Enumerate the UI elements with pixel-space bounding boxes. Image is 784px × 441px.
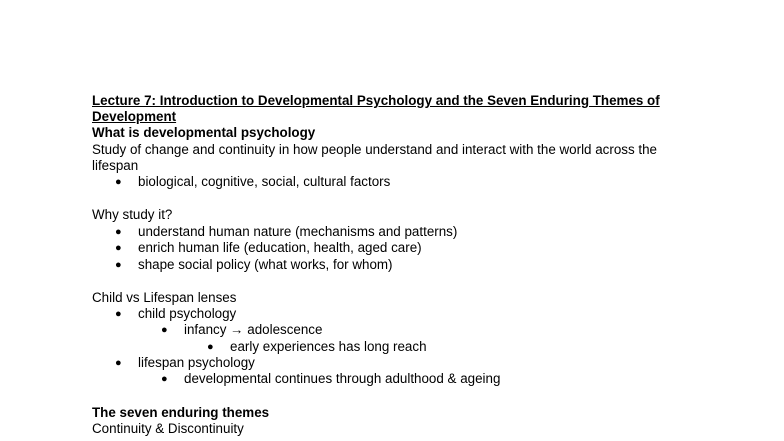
bullet-icon: ● — [115, 176, 122, 188]
why-item: enrich human life (education, health, aged care) — [138, 240, 422, 255]
heading-what-is: What is developmental psychology — [92, 125, 316, 140]
heading-why-study: Why study it? — [92, 207, 173, 222]
heading-themes: The seven enduring themes — [92, 405, 270, 420]
lecture-title-line-2: Development — [92, 109, 177, 124]
bullet-icon: ● — [161, 324, 168, 336]
child-subsub-item: early experiences has long reach — [230, 339, 427, 354]
bullet-icon: ● — [115, 259, 122, 271]
definition-line-1: Study of change and continuity in how people understand and interact with the world across the — [92, 142, 657, 157]
bullet-icon: ● — [115, 308, 122, 320]
heading-lenses: Child vs Lifespan lenses — [92, 290, 237, 305]
bullet-icon: ● — [207, 341, 214, 353]
bullet-icon: ● — [115, 242, 122, 254]
definition-line-2: lifespan — [92, 158, 139, 173]
lifespan-sub-item: developmental continues through adulthood & ageing — [184, 371, 501, 386]
bullet-icon: ● — [161, 373, 168, 385]
theme-item-continuity: Continuity & Discontinuity — [92, 421, 244, 436]
bullet-icon: ● — [115, 226, 122, 238]
child-psychology-item: child psychology — [138, 306, 237, 321]
bullet-icon: ● — [115, 357, 122, 369]
why-item: shape social policy (what works, for whom) — [138, 257, 393, 272]
lifespan-psychology-item: lifespan psychology — [138, 355, 255, 370]
factors-item: biological, cognitive, social, cultural factors — [138, 174, 391, 189]
child-sub-item: infancy → adolescence — [184, 322, 323, 337]
lecture-title-line-1: Lecture 7: Introduction to Developmental Psychology and the Seven Enduring Themes of — [92, 93, 660, 108]
why-item: understand human nature (mechanisms and patterns) — [138, 224, 458, 239]
